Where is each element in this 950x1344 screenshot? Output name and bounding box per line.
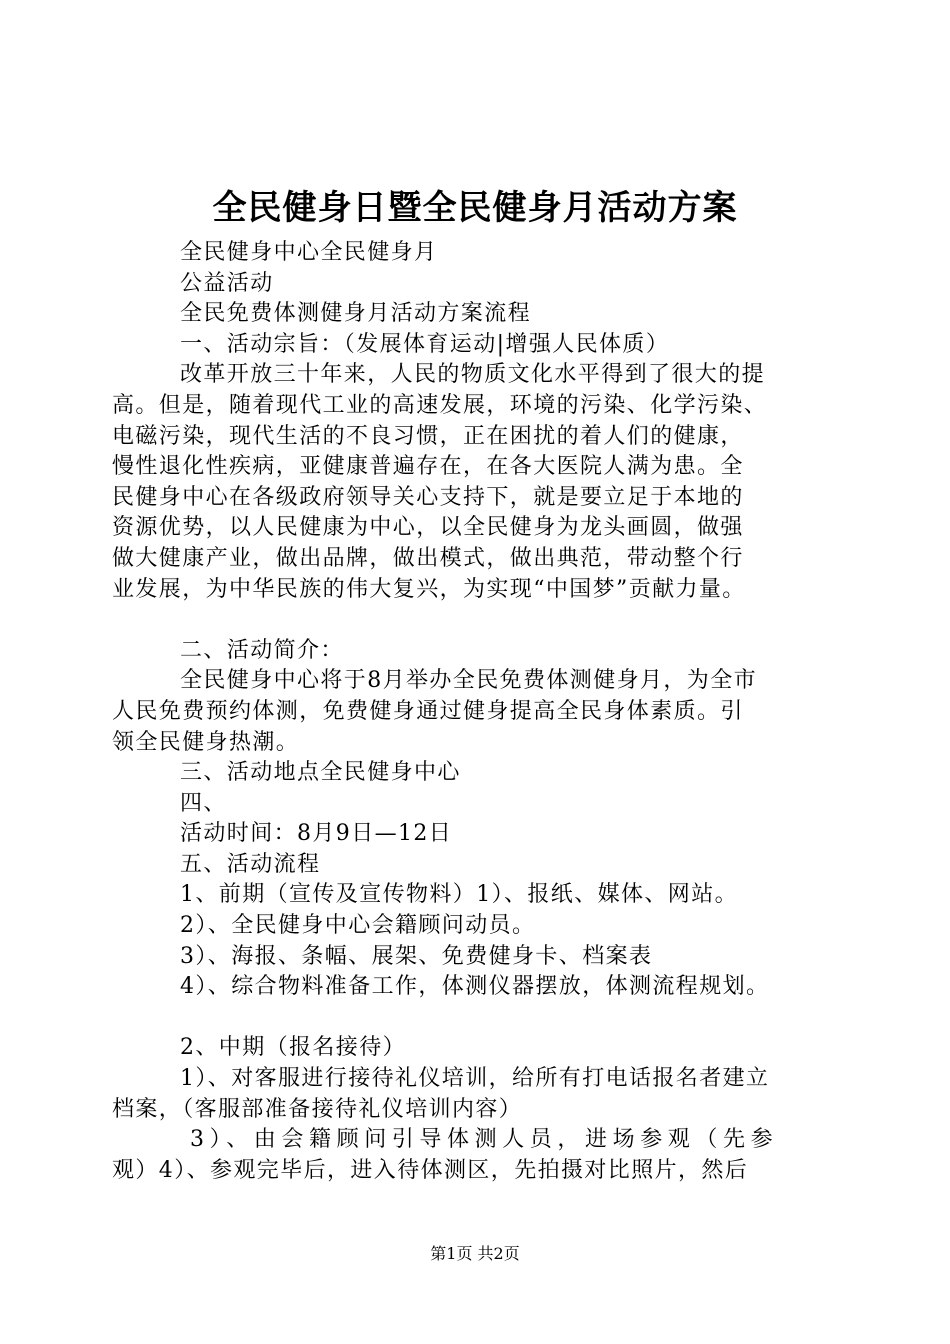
section-heading: 三、活动地点全民健身中心 [180,760,461,786]
paragraph-line: 资源优势，以人民健康为中心，以全民健身为龙头画圆，做强 [112,515,744,541]
paragraph-line: 领全民健身热潮。 [112,729,300,755]
section-heading: 四、 [180,790,227,816]
document-body [112,238,842,1186]
paragraph-line: 电磁污染，现代生活的不良习惯，正在困扰的着人们的健康， [112,423,744,449]
blank-line [112,605,842,636]
list-item: 1、前期（宣传及宣传物料）1）、报纸、媒体、网站。 [180,882,738,908]
paragraph-line: 改革开放三十年来，人民的物质文化水平得到了很大的提 [180,362,766,388]
section-heading: 五、活动流程 [180,851,321,877]
section-heading: 二、活动简介： [180,637,344,663]
paragraph-line: 慢性退化性疾病，亚健康普遍存在，在各大医院人满为患。全 [112,454,744,480]
paragraph-line: 高。但是，随着现代工业的高速发展，环境的污染、化学污染、 [112,392,768,418]
paragraph-line: 活动时间：8月9日—12日 [180,821,453,847]
paragraph-line: 民健身中心在各级政府领导关心支持下，就是要立足于本地的 [112,484,744,510]
list-item: 4）、综合物料准备工作，体测仪器摆放，体测流程规划。 [180,974,770,1000]
list-item: 2）、全民健身中心会籍顾问动员。 [180,913,536,939]
paragraph-line: 观）4）、参观完毕后，进入待体测区，先拍摄对比照片，然后 [112,1157,749,1183]
list-item: 1）、对客服进行接待礼仪培训，给所有打电话报名者建立 [180,1066,770,1092]
section-heading: 一、活动宗旨：（发展体育运动|增强人民体质） [180,331,670,357]
list-item: 3）、由会籍顾问引导体测人员，进场参观（先参 [190,1127,779,1153]
paragraph-line: 业发展，为中华民族的伟大复兴，为实现“中国梦”贡献力量。 [112,576,746,602]
section-heading: 2、中期（报名接待） [180,1035,406,1061]
paragraph-line: 档案，（客服部准备接待礼仪培训内容） [112,1096,523,1122]
paragraph-line: 公益活动 [180,270,274,296]
paragraph-line: 做大健康产业，做出品牌，做出模式，做出典范，带动整个行 [112,545,744,571]
paragraph-line: 全民健身中心全民健身月 [180,240,438,265]
paragraph-line: 全民免费体测健身月活动方案流程 [180,301,532,327]
paragraph-line: 人民免费预约体测，免费健身通过健身提高全民身体素质。引 [112,698,744,724]
paragraph-line: 全民健身中心将于8月举办全民免费体测健身月，为全市 [180,668,757,694]
page-footer: 第1页 共2页 [430,1244,520,1263]
list-item: 3）、海报、条幅、展架、免费健身卡、档案表 [180,943,653,969]
document-title: 全民健身日暨全民健身月活动方案 [212,188,738,228]
blank-line [112,1003,842,1034]
